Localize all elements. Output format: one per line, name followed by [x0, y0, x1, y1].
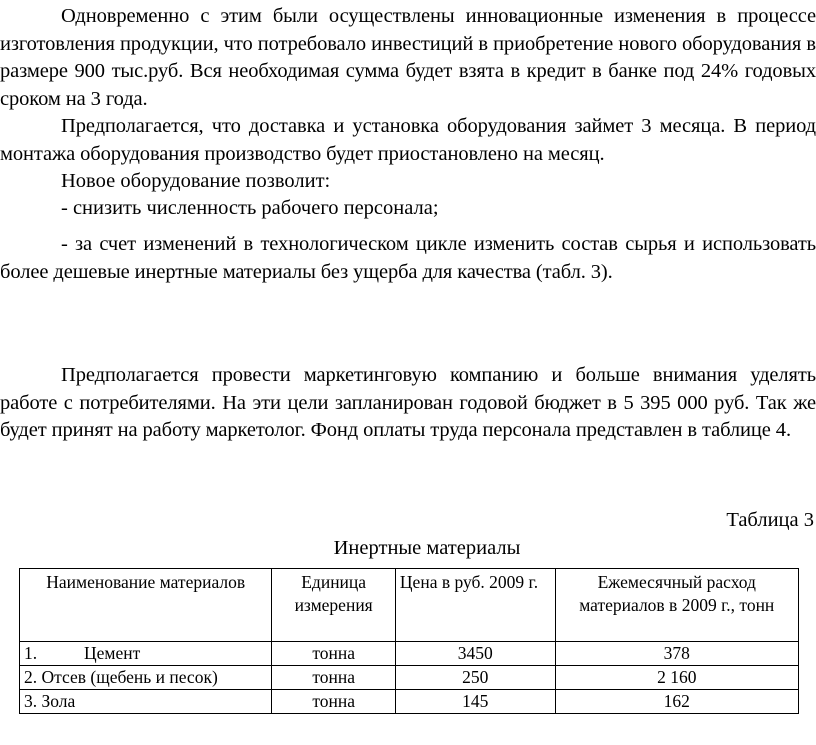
table-number-label: Таблица 3: [726, 509, 814, 531]
header-material-name: Наименование материалов: [20, 569, 272, 642]
table-title: Инертные материалы: [333, 537, 521, 559]
cell-unit: тонна: [272, 690, 396, 714]
table-row: [20, 690, 799, 714]
cell-monthly: 2 160: [555, 666, 798, 690]
list-item-reduce-staff: - снизить численность рабочего персонала;: [61, 197, 439, 219]
cell-material-name: 1. Цемент: [20, 642, 272, 666]
cell-material-name: 3. Зола: [20, 690, 272, 714]
header-monthly-consumption: Ежемесячный расход материалов в 2009 г., тонн: [555, 569, 798, 642]
cell-unit: тонна: [272, 666, 396, 690]
materials-table: [19, 568, 799, 714]
cell-price: 3450: [395, 642, 555, 666]
table-header-row: [20, 569, 799, 642]
list-item-materials: - за счет изменений в технологическом цикле изменить состав сырья и использовать более дешевые инертные материалы без ущерба для качества (табл. 3).: [0, 233, 816, 283]
header-unit: Единица измерения: [272, 569, 396, 642]
table-row: [20, 666, 799, 690]
table-row: [20, 642, 799, 666]
cell-unit: тонна: [272, 642, 396, 666]
header-price: Цена в руб. 2009 г.: [395, 569, 555, 642]
paragraph-equipment-intro: Новое оборудование позволит:: [61, 170, 331, 192]
cell-price: 250: [395, 666, 555, 690]
cell-monthly: 162: [555, 690, 798, 714]
paragraph-investment: Одновременно с этим были осуществлены инновационные изменения в процессе изготовления продукции, что потребовало инвестиций в приобретение нового оборудования в размере 900 тыс.руб. Вся необходимая сумма будет взята в кредит в банке под 24% годовых сроком на 3 года.: [0, 5, 816, 110]
paragraph-delivery: Предполагается, что доставка и установка оборудования займет 3 месяца. В период монтажа оборудования производство будет приостановлено на месяц.: [0, 115, 816, 165]
cell-material-name: 2. Отсев (щебень и песок): [20, 666, 272, 690]
paragraph-marketing: Предполагается провести маркетинговую компанию и больше внимания уделять работе с потребителями. На эти цели запланирован годовой бюджет в 5 395 000 руб. Так же будет принят на работу маркетолог. Фонд оплаты труда персонала представлен в таблице 4.: [0, 364, 816, 441]
cell-price: 145: [395, 690, 555, 714]
cell-monthly: 378: [555, 642, 798, 666]
